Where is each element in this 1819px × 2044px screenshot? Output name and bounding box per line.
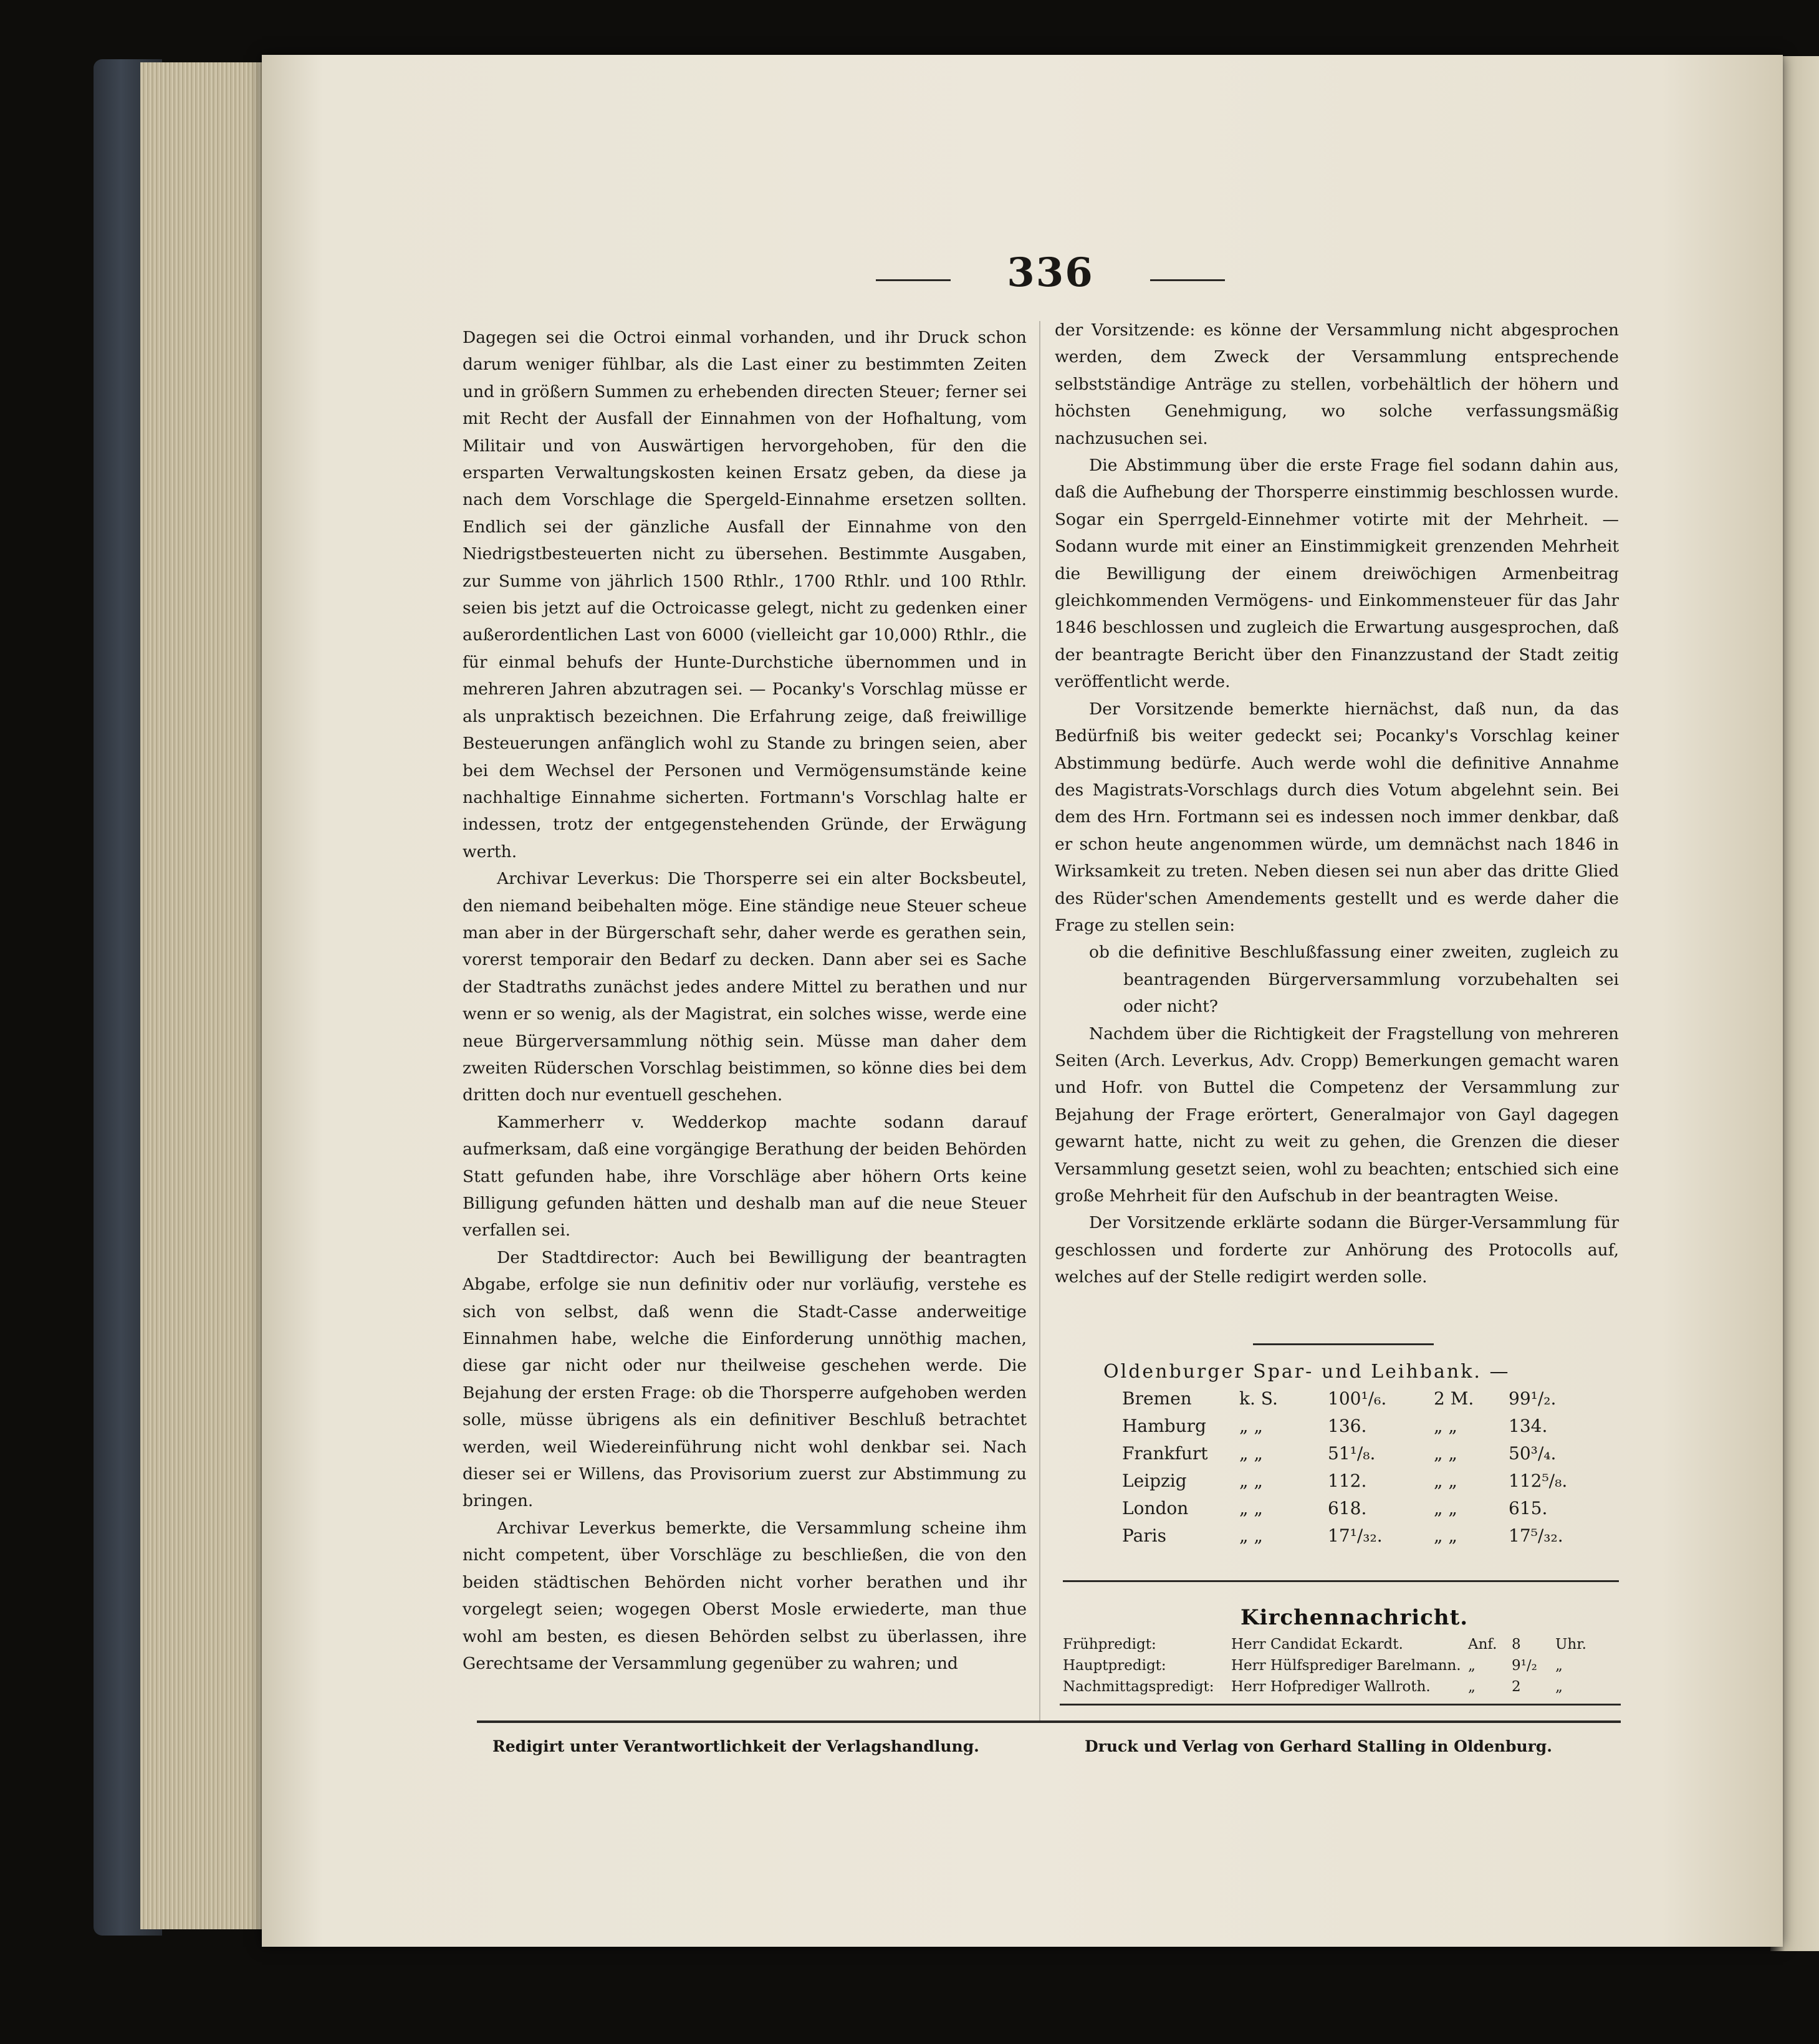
rate-short: 100¹/₆. xyxy=(1328,1388,1387,1409)
table-row xyxy=(1122,1443,1596,1471)
rate-long: 99¹/₂. xyxy=(1509,1388,1557,1409)
rate-long: 134. xyxy=(1509,1416,1548,1436)
term-long: „ „ xyxy=(1434,1416,1457,1436)
table-row xyxy=(1122,1525,1596,1553)
list-item xyxy=(1063,1658,1624,1679)
column-divider xyxy=(1039,321,1040,1720)
table-row xyxy=(1122,1471,1596,1498)
section-rule xyxy=(1253,1343,1434,1345)
rate-short: 51¹/₈. xyxy=(1328,1443,1376,1464)
paragraph: Archivar Leverkus bemerkte, die Versammlung scheine ihm nicht competent, über Vorschläge zu beschließen, die von den beiden städtischen Behörden nicht vorher berathen und ihr vorgelegt seien; wogegen Oberst Mosle erwiederte, man thue wohl am besten, es diesen Behörden selbst zu überlassen, ihre Gerechtsame der Versammlung gegenüber zu wahren; und xyxy=(463,1518,1027,1673)
term-short: „ „ xyxy=(1239,1443,1263,1464)
start-time: 2 xyxy=(1512,1679,1521,1695)
term-long: „ „ xyxy=(1434,1525,1457,1546)
time-unit: „ xyxy=(1555,1658,1563,1674)
editor-note: Redigirt unter Verantwortlichkeit der Verlagshandlung. xyxy=(492,1737,979,1755)
city: Paris xyxy=(1122,1525,1166,1546)
city: Hamburg xyxy=(1122,1416,1206,1436)
table-row xyxy=(1122,1416,1596,1443)
rate-short: 17¹/₃₂. xyxy=(1328,1525,1383,1546)
city: Leipzig xyxy=(1122,1471,1187,1491)
term-long: „ „ xyxy=(1434,1498,1457,1519)
start-time: 8 xyxy=(1512,1636,1521,1653)
paragraph: Der Vorsitzende bemerkte hiernächst, daß nun, da das Bedürfniß bis weiter gedeckt sei; Pocanky's Vorschlag keiner Abstimmung bedürfe. Auch werde wohl die definitive Annahme des Magistrats-Vorschlags durch dies Votum abgelehnt sein. Bei dem des Hrn. Fortmann sei es indessen noch immer denkbar, daß er schon heute angenommen würde, um demnächst nach 1846 in Wirksamkeit zu treten. Neben diesen sei nun aber das dritte Glied des Rüder'schen Amendements gestellt und es werde daher die Frage zu stellen sein: xyxy=(1055,699,1619,935)
rate-short: 136. xyxy=(1328,1416,1367,1436)
header-rule-right xyxy=(1150,279,1225,281)
preacher: Herr Hülfsprediger Barelmann. xyxy=(1231,1658,1461,1674)
start-time: 9¹/₂ xyxy=(1512,1658,1537,1674)
preacher: Herr Hofprediger Wallroth. xyxy=(1231,1679,1431,1695)
paragraph: Der Stadtdirector: Auch bei Bewilligung der beantragten Abgabe, erfolge sie nun definitiv oder nur vorläufig, verstehe es sich von selbst, daß wenn die Stadt-Casse anderweitige Einnahmen habe, welche die Einforderung unnöthig machen, diese gar nicht oder nur theilweise geschehen werde. Die Bejahung der ersten Frage: ob die Thorsperre aufgehoben werden solle, müsse übrigens als ein definitiver Beschluß betrachtet werden, weil Wiedereinführung nicht wohl denkbar sei. Nach dieser sei er Willens, das Provisorium zuerst zur Abstimmung zu bringen. xyxy=(463,1247,1027,1511)
question-quote: ob die definitive Beschlußfassung einer zweiten, zugleich zu beantragenden Bürgerversammlung vorzubehalten sei oder nicht? xyxy=(1089,943,1619,1017)
city: London xyxy=(1122,1498,1189,1519)
right-column xyxy=(1055,317,1619,1291)
footer-rule xyxy=(477,1720,1621,1723)
time-unit: „ xyxy=(1555,1679,1563,1695)
term-short: „ „ xyxy=(1239,1498,1263,1519)
page-number: 336 xyxy=(1007,249,1094,296)
list-item xyxy=(1063,1636,1624,1658)
section-rule xyxy=(1063,1580,1619,1582)
church-service-list xyxy=(1063,1636,1624,1700)
list-item xyxy=(1063,1679,1624,1700)
service-name: Hauptpredigt: xyxy=(1063,1658,1166,1674)
section-rule xyxy=(1060,1704,1621,1706)
city: Bremen xyxy=(1122,1388,1192,1409)
paragraph: Der Vorsitzende erklärte sodann die Bürger-Versammlung für geschlossen und forderte zur Anhörung des Protocolls auf, welches auf der Stelle redigirt werden solle. xyxy=(1055,1213,1619,1287)
preacher: Herr Candidat Eckardt. xyxy=(1231,1636,1403,1653)
rate-long: 615. xyxy=(1509,1498,1548,1519)
rate-long: 112⁵/₈. xyxy=(1509,1471,1568,1491)
city: Frankfurt xyxy=(1122,1443,1208,1464)
term-short: k. S. xyxy=(1239,1388,1278,1409)
service-name: Nachmittagspredigt: xyxy=(1063,1679,1214,1695)
paragraph: Kammerherr v. Wedderkop machte sodann darauf aufmerksam, daß eine vorgängige Berathung der beiden Behörden Statt gefunden habe, ihre Vorschläge aber höhern Orts keine Billigung gefunden hätten und deshalb man auf die neue Steuer verfallen sei. xyxy=(463,1112,1027,1240)
service-name: Frühpredigt: xyxy=(1063,1636,1156,1653)
paragraph: Dagegen sei die Octroi einmal vorhanden, und ihr Druck schon darum weniger fühlbar, als die Last einer zu bestimmten Zeiten und in größern Summen zu erhebenden directen Steuer; ferner sei mit Recht der Ausfall der Einnahmen von der Hofhaltung, vom Militair und von Auswärtigen hervorgehoben, für den die ersparten Verwaltungskosten keinen Ersatz geben, da diese ja nach dem Vorschlage die Spergeld-Einnahme ersetzen sollten. Endlich sei der gänzliche Ausfall der Einnahme von den Niedrigstbesteuerten nicht zu übersehen. Bestimmte Ausgaben, zur Summe von jährlich 1500 Rthlr., 1700 Rthlr. und 100 Rthlr. seien bis jetzt auf die Octroicasse gelegt, nicht zu gedenken einer außerordentlichen Last von 6000 (vielleicht gar 10,000) Rthlr., die für einmal behufs der Hunte-Durchstiche übernommen und in mehreren Jahren abzutragen sei. — Pocanky's Vorschlag müsse er als unpraktisch bezeichnen. Die Erfahrung zeige, daß freiwillige Besteuerungen anfänglich wohl zu Stande zu bringen seien, aber bei dem Wechsel der Personen und Vermögensumstände keine nachhaltige Einnahme sicherten. Fortmann's Vorschlag halte er indessen, trotz der entgegenstehenden Gründe, der Erwägung werth. xyxy=(463,328,1027,861)
page-header xyxy=(876,249,1225,312)
term-long: 2 M. xyxy=(1434,1388,1474,1409)
start-label: „ xyxy=(1468,1658,1476,1674)
term-short: „ „ xyxy=(1239,1416,1263,1436)
term-short: „ „ xyxy=(1239,1525,1263,1546)
rate-long: 17⁵/₃₂. xyxy=(1509,1525,1563,1546)
term-short: „ „ xyxy=(1239,1471,1263,1491)
publisher-note: Druck und Verlag von Gerhard Stalling in Oldenburg. xyxy=(1085,1737,1552,1755)
paragraph: Die Abstimmung über die erste Frage fiel sodann dahin aus, daß die Aufhebung der Thorsperre einstimmig beschlossen wurde. Sogar ein Sperrgeld-Einnehmer votirte mit der Mehrheit. — Sodann wurde mit einer an Einstimmigkeit grenzenden Mehrheit die Bewilligung der einem dreiwöchigen Armenbeitrag gleichkommenden Vermögens- und Einkommensteuer für das Jahr 1846 beschlossen und zugleich die Erwartung ausgesprochen, daß der beantragte Bericht über den Finanzzustand der Stadt zeitig veröffentlicht werde. xyxy=(1055,456,1619,692)
exchange-rate-table xyxy=(1122,1388,1596,1553)
term-long: „ „ xyxy=(1434,1471,1457,1491)
term-long: „ „ xyxy=(1434,1443,1457,1464)
rate-short: 112. xyxy=(1328,1471,1367,1491)
paragraph: Nachdem über die Richtigkeit der Fragstellung von mehreren Seiten (Arch. Leverkus, Adv. Cropp) Bemerkungen gemacht waren und Hofr. von Buttel die Competenz der Versammlung zur Bejahung der Frage erörtert, Generalmajor von Gayl dagegen gewarnt hatte, nicht zu weit zu gehen, die Grenzen die dieser Versammlung gesetzt seien, wohl zu beachten; entschied sich eine große Mehrheit für den Aufschub in der beantragten Weise. xyxy=(1055,1024,1619,1206)
start-label: „ xyxy=(1468,1679,1476,1695)
bank-title: Oldenburger Spar- und Leihbank. — xyxy=(1103,1361,1510,1383)
paragraph: der Vorsitzende: es könne der Versammlung nicht abgesprochen werden, dem Zweck der Versammlung entsprechende selbstständige Anträge zu stellen, vorbehältlich der höhern und höchsten Genehmigung, wo solche verfassungsmäßig nachzusuchen sei. xyxy=(1055,320,1619,448)
left-column xyxy=(463,324,1027,1677)
church-news-title: Kirchennachricht. xyxy=(1241,1605,1469,1630)
time-unit: Uhr. xyxy=(1555,1636,1586,1653)
start-label: Anf. xyxy=(1468,1636,1497,1653)
paragraph: Archivar Leverkus: Die Thorsperre sei ein alter Bocksbeutel, den niemand beibehalten möge. Eine ständige neue Steuer scheue man aber in der Bürgerschaft sehr, daher werde es gerathen sein, vorerst temporair den Bedarf zu decken. Dann aber sei es Sache der Stadtraths zunächst jedes andere Mittel zu berathen und nur wenn er so wenig, als der Magistrat, ein solches wisse, werde eine neue Bürgerversammlung nöthig sein. Müsse man daher dem zweiten Rüderschen Vorschlag beistimmen, so könne dies bei dem dritten doch nur eventuell geschehen. xyxy=(463,869,1027,1105)
page-edges xyxy=(140,62,265,1929)
rate-short: 618. xyxy=(1328,1498,1367,1519)
table-row xyxy=(1122,1498,1596,1525)
table-row xyxy=(1122,1388,1596,1416)
rate-long: 50³/₄. xyxy=(1509,1443,1557,1464)
